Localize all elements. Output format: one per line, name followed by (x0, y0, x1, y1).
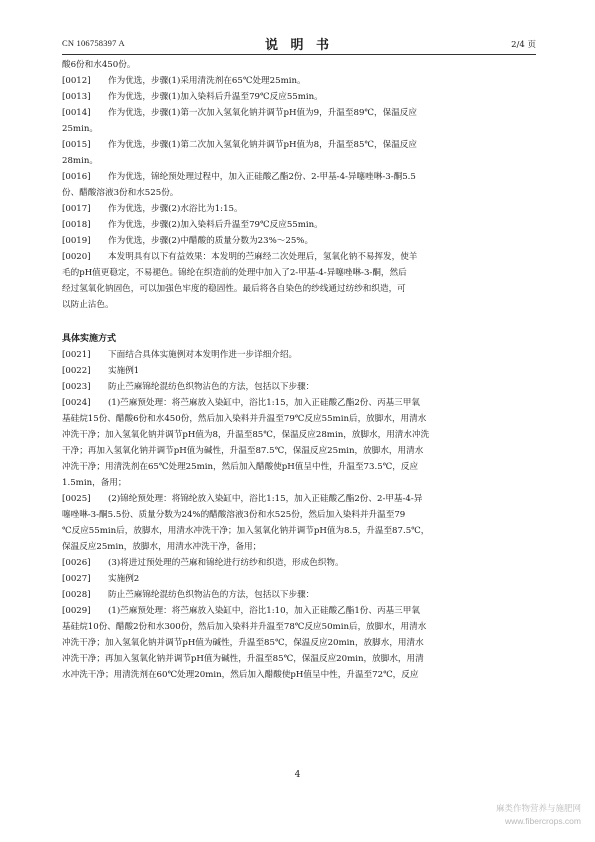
paragraph-text: 实施例2 (108, 574, 140, 584)
paragraph-text: 作为优选，步骤(2)水浴比为1:15。 (108, 204, 243, 214)
paragraph (62, 347, 542, 363)
paragraph-text: 下面结合具体实施例对本发明作进一步详细介绍。 (108, 350, 298, 360)
paragraph (62, 169, 542, 185)
paragraph-continuation: 以防止沾色。 (62, 300, 114, 310)
paragraph-text: 作为优选，步骤(1)加入染料后升温至79℃反应55min。 (108, 92, 323, 102)
paragraph-continuation: 冲洗干净；用清洗剂在65℃处理25min，然后加入醋酸使pH值呈中性，升温至73.5℃，反应 (62, 462, 419, 472)
paragraph-text: (1)苎麻预处理：将苎麻放入染缸中，浴比1:15，加入正硅酸乙酯2份、丙基三甲氧 (108, 398, 420, 408)
paragraph (62, 603, 542, 619)
watermark-url: www.fibercrops.com (504, 816, 581, 826)
paragraph-text: 作为优选，步骤(1)采用清洗剂在65℃处理25min。 (108, 76, 306, 86)
paragraph-text: 作为优选，步骤(2)中醋酸的质量分数为23%～25%。 (108, 236, 314, 246)
paragraph-continuation: 水冲洗干净；用清洗剂在60℃处理20min，然后加入醋酸使pH值呈中性，升温至72℃，反应 (62, 670, 419, 680)
paragraph-number: [0020] (62, 252, 91, 262)
paragraph (62, 587, 542, 603)
document-body (62, 57, 542, 683)
paragraph (62, 395, 542, 411)
paragraph (62, 363, 542, 379)
paragraph-continuation: 冲洗干净；再加入氢氧化钠并调节pH值为碱性，升温至85℃，保温反应20min，放脚水，用清 (62, 654, 424, 664)
lead-line: 酸6份和水450份。 (62, 60, 136, 70)
paragraph-number: [0012] (62, 76, 91, 86)
paragraph-group-a (62, 73, 542, 313)
paragraph (62, 491, 542, 507)
paragraph-continuation: 基硅烷15份、醋酸6份和水450份，然后加入染料并升温至79℃反应55min后，放脚水，用清水 (62, 414, 427, 424)
paragraph-continuation: 干净；再加入氢氧化钠并调节pH值为碱性，升温至87.5℃，保温反应25min，放脚水，用清水 (62, 446, 424, 456)
paragraph (62, 217, 542, 233)
paragraph-number: [0029] (62, 606, 91, 616)
paragraph-continuation: 1.5min，备用； (62, 478, 127, 488)
paragraph (62, 249, 542, 265)
paragraph-continuation: 噻唑啉-3-酮5.5份、质量分数为24%的醋酸溶液3份和水525份，然后加入染料并升温至79 (62, 510, 406, 520)
paragraph-number: [0028] (62, 590, 91, 600)
paragraph-number: [0018] (62, 220, 91, 230)
paragraph-continuation: 份、醋酸溶液3份和水525份。 (62, 188, 179, 198)
paragraph-text: 作为优选，锦纶预处理过程中，加入正硅酸乙酯2份、2-甲基-4-异噻唑啉-3-酮5.5 (108, 172, 416, 182)
paragraph-continuation: 经过氢氧化钠固色，可以加强色牢度的稳固性。最后将各自染色的纱线通过纺纱和织造，可 (62, 284, 406, 294)
paragraph-text: 防止苎麻锦纶混纺色织物沾色的方法，包括以下步骤： (108, 590, 315, 600)
paragraph-continuation: 25min。 (62, 124, 98, 134)
paragraph (62, 233, 542, 249)
paragraph-continuation: 基硅烷10份、醋酸2份和水300份，然后加入染料并升温至78℃反应50min后，放脚水，用清水 (62, 622, 427, 632)
site-watermark (496, 802, 581, 828)
header-divider (62, 54, 536, 55)
paragraph-text: (2)锦纶预处理：将锦纶放入染缸中，浴比1:15，加入正硅酸乙酯2份、2-甲基-4-异 (108, 494, 423, 504)
page-header (62, 34, 536, 52)
paragraph (62, 105, 542, 121)
paragraph (62, 555, 542, 571)
paragraph-continuation: 冲洗干净；加入氢氧化钠并调节pH值为碱性，升温至85℃，保温反应20min，放脚水，用清水 (62, 638, 424, 648)
paragraph-continuation: ℃反应55min后，放脚水，用清水冲洗干净；加入氢氧化钠并调节pH值为8.5，升温至87.5℃， (62, 526, 430, 536)
paragraph-number: [0016] (62, 172, 91, 182)
paragraph-text: 作为优选，步骤(1)第二次加入氢氧化钠并调节pH值为8，升温至85℃，保温反应 (108, 140, 417, 150)
paragraph-text: 作为优选，步骤(1)第一次加入氢氧化钠并调节pH值为9，升温至89℃，保温反应 (108, 108, 417, 118)
paragraph-number: [0019] (62, 236, 91, 246)
paragraph-number: [0014] (62, 108, 91, 118)
paragraph-continuation: 28min。 (62, 156, 98, 166)
watermark-title: 麻类作物营养与施肥网 (495, 803, 581, 813)
paragraph-number: [0022] (62, 366, 91, 376)
paragraph-text: 防止苎麻锦纶混纺色织物沾色的方法，包括以下步骤： (108, 382, 315, 392)
paragraph-number: [0021] (62, 350, 91, 360)
paragraph-number: [0015] (62, 140, 91, 150)
paragraph-text: 作为优选，步骤(2)加入染料后升温至79℃反应55min。 (108, 220, 323, 230)
page-indicator: 2/4 页 (511, 40, 536, 50)
paragraph-number: [0013] (62, 92, 91, 102)
paragraph (62, 379, 542, 395)
paragraph-text: 本发明具有以下有益效果：本发明的苎麻经二次处理后，氢氧化钠不易挥发，使羊 (108, 252, 418, 262)
paragraph-continuation: 冲洗干净；加入氢氧化钠并调节pH值为8，升温至85℃，保温反应28min，放脚水，用清水冲洗 (62, 430, 430, 440)
document-title: 说 明 书 (264, 38, 334, 53)
paragraph-text: 实施例1 (108, 366, 140, 376)
paragraph-text: (3)将进过预处理的苎麻和锦纶进行纺纱和织造，形成色织物。 (108, 558, 344, 568)
section-heading: 具体实施方式 (62, 334, 117, 344)
paragraph-number: [0025] (62, 494, 91, 504)
paragraph-continuation: 毛的pH值更稳定，不易褪色。锦纶在织造前的处理中加入了2-甲基-4-异噻唑啉-3-酮，然后 (62, 268, 407, 278)
paragraph (62, 73, 542, 89)
paragraph-number: [0023] (62, 382, 91, 392)
paragraph (62, 201, 542, 217)
paragraph-number: [0026] (62, 558, 91, 568)
paragraph-number: [0027] (62, 574, 91, 584)
paragraph-number: [0017] (62, 204, 91, 214)
paragraph-group-b (62, 347, 542, 683)
paragraph (62, 137, 542, 153)
paragraph (62, 571, 542, 587)
paragraph (62, 89, 542, 105)
page-number: 4 (294, 770, 301, 780)
paragraph-continuation: 保温反应25min，放脚水，用清水冲洗干净，备用； (62, 542, 262, 552)
paragraph-text: (1)苎麻预处理：将苎麻放入染缸中，浴比1:10，加入正硅酸乙酯1份、丙基三甲氧 (108, 606, 420, 616)
paragraph-number: [0024] (62, 398, 91, 408)
publication-number: CN 106758397 A (62, 38, 125, 48)
